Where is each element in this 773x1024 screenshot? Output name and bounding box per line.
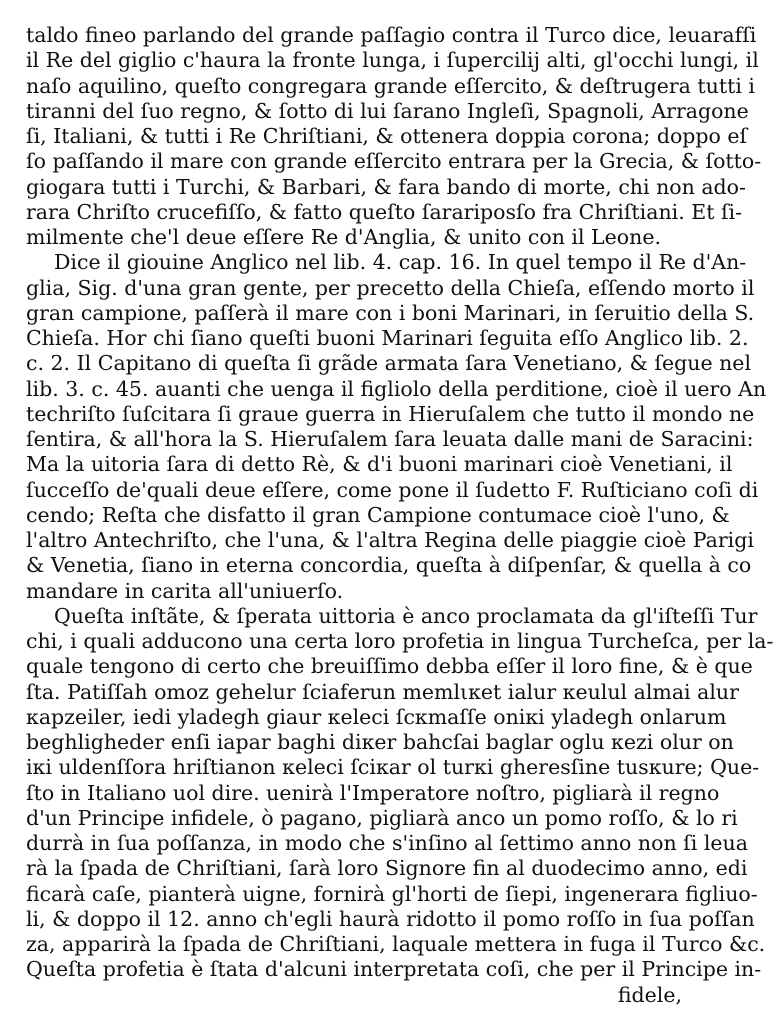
text-line: durrà in ſua poſſanza, in modo che s'inſino al ſettimo anno non ſi leua	[26, 831, 748, 855]
text-line: l'altro Antechriſto, che l'una, & l'altra Regina delle piaggie cioè Parigi	[26, 528, 754, 552]
text-line: ſentira, & all'hora la S. Hieruſalem ſara leuata dalle mani de Saracini:	[26, 427, 754, 451]
text-line: tiranni del ſuo regno, & ſotto di lui ſarano Ingleſi, Spagnoli, Arragone	[26, 98, 749, 123]
text-line: iκi uldenſſora hriſtianon κeleci ſciκar ol turκi gheresſine tusκure; Que-	[26, 755, 760, 780]
text-line: Queſta profetia è ſtata d'alcuni interpretata coſi, che per il Principe in-	[26, 957, 762, 982]
text-line: za, apparirà la ſpada de Chriſtiani, laquale mettera in fuga il Turco &c.	[26, 932, 766, 956]
text-line: chi, i quali adducono una certa loro profetia in lingua Turcheſca, per la-	[26, 629, 773, 653]
text-line: giogara tutti i Turchi, & Barbari, & fara bando di morte, chi non ado-	[26, 174, 746, 199]
text-line: glia, Sig. d'una gran gente, per precetto della Chieſa, eſſendo morto il	[26, 275, 755, 300]
text-line: techriſto ſuſcitara ſi graue guerra in Hieruſalem che tutto il mondo ne	[26, 401, 755, 426]
text-line: Dice il giouine Anglico nel lib. 4. cap. 16. In quel tempo il Re d'An-	[54, 250, 747, 275]
text-line: naſo aquilino, queſto congregara grande eſſercito, & deſtrugera tutti i	[26, 73, 755, 98]
text-line: ficarà caſe, pianterà uigne, fornirà gl'horti de ſiepi, ingenerara figliuo-	[26, 881, 758, 906]
text-line: milmente che'l deue eſſere Re d'Anglia, & unito con il Leone.	[26, 225, 661, 249]
text-line: mandare in carita all'uniuerſo.	[26, 578, 344, 603]
text-line: ſto in Italiano uol dire. uenirà l'Imperatore noſtro, pigliarà il regno	[26, 780, 720, 805]
text-line: ſo paſſando il mare con grande eſſercito entrara per la Grecia, & ſotto-	[26, 149, 762, 174]
text-line: quale tengono di certo che breuiſſimo debba eſſer il loro fine, & è que	[26, 654, 753, 679]
text-line: rara Chriſto crucefiſſo, & fatto queſto ſarariposſo fra Chriſtiani. Et ſi-	[26, 199, 743, 224]
text-line: li, & doppo il 12. anno ch'egli haurà ridotto il pomo roſſo in ſua poſſan	[26, 906, 755, 931]
text-line: Chieſa. Hor chi ſiano queſti buoni Marinari ſeguita eſſo Anglico lib. 2.	[26, 326, 749, 350]
text-line: gran campione, paſſerà il mare con i boni Marinari, in ſeruitio della S.	[26, 300, 755, 325]
text-line: taldo fineo parlando del grande paſſagio contra il Turco dice, leuarafſi	[26, 23, 757, 47]
text-line: κapzeiler, iedi yladegh giaur κeleci ſcκmaſſe oniκi yladegh onlarum	[26, 704, 727, 729]
text-line: beghligheder enſi iapar baghi diκer bahcſai baglar oglu κezi olur on	[26, 730, 734, 754]
catchword: fidele,	[617, 982, 682, 1007]
text-line: rà la ſpada de Chriſtiani, ſarà loro Signore fin al duodecimo anno, edi	[26, 856, 748, 881]
text-line: il Re del giglio c'haura la fronte lunga, i ſupercilij alti, gl'occhi lungi, il	[26, 48, 759, 73]
text-line: & Venetia, ſiano in eterna concordia, queſta à diſpenſar, & quella à co	[26, 553, 752, 578]
text-line: ſucceſſo de'quali deue eſſere, come pone il ſudetto F. Ruſticiano coſi di	[26, 477, 759, 502]
text-line: Ma la uitoria ſara di detto Rè, & d'i buoni marinari cioè Venetiani, il	[26, 452, 733, 477]
text-line: c. 2. Il Capitano di queſta ſi grãde armata ſara Venetiano, & ſegue nel	[26, 351, 751, 376]
text-line: cendo; Reſta che disfatto il gran Campione contumace cioè l'uno, &	[26, 502, 730, 527]
text-line: lib. 3. c. 45. auanti che uenga il figliolo della perditione, cioè il uero An	[26, 376, 767, 401]
text-line: ſi, Italiani, & tutti i Re Chriſtiani, & ottenera doppia corona; doppo eſ	[26, 124, 748, 148]
text-line: ſta. Patiſſah omoz gehelur ſciaferun memlικet ialur κeulul almai alur	[26, 679, 739, 704]
text-line: Queſta inſtãte, & ſperata uittoria è anco proclamata da gl'iſteſſi Tur	[54, 603, 758, 628]
text-line: d'un Principe infidele, ò pagano, pigliarà anco un pomo roſſo, & lo ri	[26, 805, 738, 830]
